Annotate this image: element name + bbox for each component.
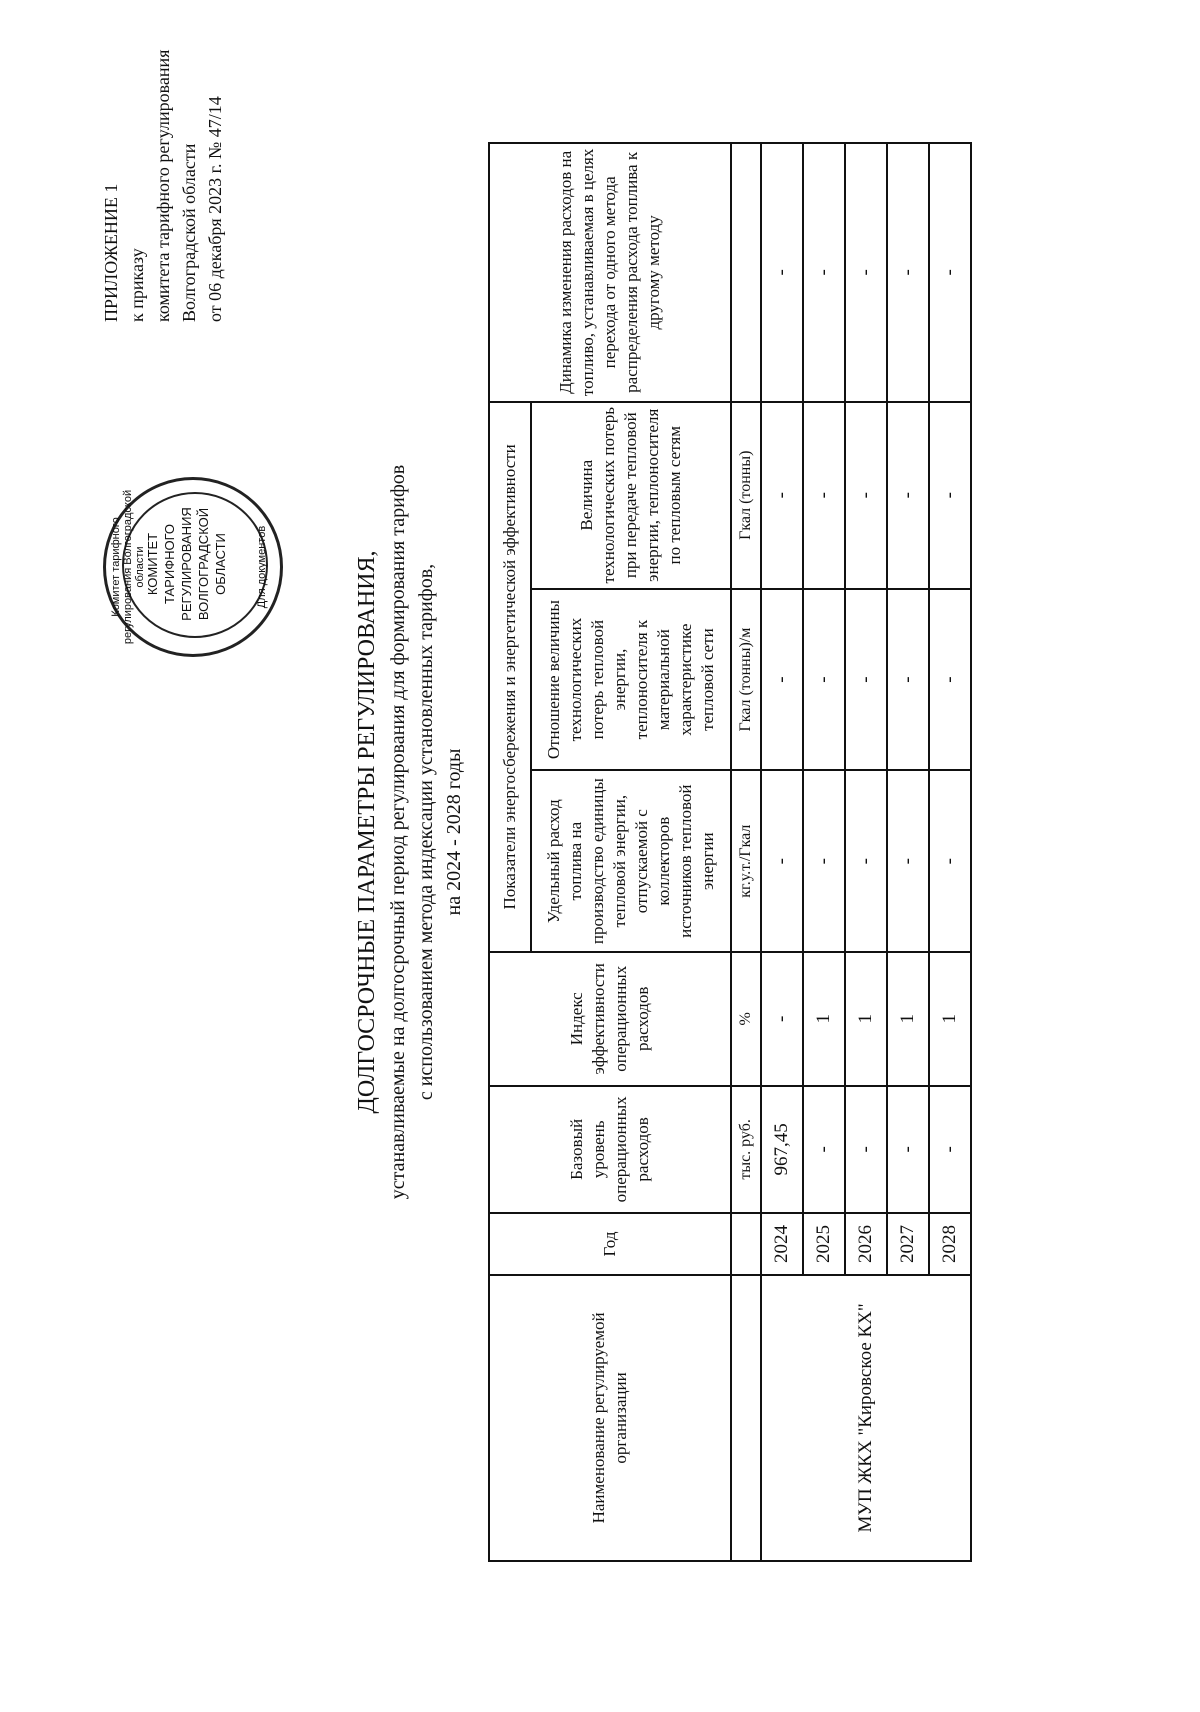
cell-losses: - <box>929 402 971 589</box>
cell-fuel: - <box>845 770 887 952</box>
table-header-row <box>489 143 531 1561</box>
appendix-order-date: от 06 декабря 2023 г. № 47/14 <box>205 96 225 322</box>
document-subtitle: с использованием метода индексации установленных тарифов, <box>415 563 437 1101</box>
cell-base: 967,45 <box>761 1086 803 1214</box>
document-subtitle: устанавливаемые на долгосрочный период регулирования для формирования тарифов <box>387 464 409 1200</box>
cell-ratio: - <box>929 589 971 771</box>
appendix-line: к приказу <box>127 248 147 322</box>
cell-index: 1 <box>803 952 845 1086</box>
units-losses: Гкал (тонны) <box>731 402 761 589</box>
header-year: Год <box>489 1213 731 1275</box>
units-ratio: Гкал (тонны)/м <box>731 589 761 771</box>
seal-line: КОМИТЕТ <box>145 532 160 596</box>
official-seal <box>103 477 283 657</box>
cell-index: 1 <box>887 952 929 1086</box>
header-fuel-rate: Удельный расход топлива на производство единицы тепловой энергии, отпускаемой с коллекторов источников тепловой энергии <box>531 770 731 952</box>
header-efficiency-index: Индекс эффективности операционных расходов <box>489 952 731 1086</box>
cell-dynamics: - <box>929 143 971 402</box>
units-index: % <box>731 952 761 1086</box>
cell-dynamics: - <box>761 143 803 402</box>
seal-note: Для документов <box>256 525 268 609</box>
cell-dynamics: - <box>845 143 887 402</box>
document-title-block <box>350 332 468 1332</box>
document-subtitle: на 2024 - 2028 годы <box>443 748 465 916</box>
cell-year: 2028 <box>929 1213 971 1275</box>
appendix-header <box>98 22 228 322</box>
organization-name: МУП ЖКХ "Кировское КХ" <box>761 1275 971 1561</box>
header-tech-losses: Величина технологических потерь при передаче тепловой энергии, теплоносителя по тепловым сетям <box>531 402 731 589</box>
appendix-line: Волгоградской области <box>179 143 199 322</box>
parameters-table <box>488 142 972 1562</box>
header-fuel-dynamics: Динамика изменения расходов на топливо, устанавливаемая в целях перехода от одного метода распределения расхода топлива к другому методу <box>489 143 731 402</box>
cell-base: - <box>929 1086 971 1214</box>
cell-ratio: - <box>887 589 929 771</box>
cell-losses: - <box>887 402 929 589</box>
cell-year: 2024 <box>761 1213 803 1275</box>
seal-line: ТАРИФНОГО <box>162 524 177 604</box>
cell-year: 2025 <box>803 1213 845 1275</box>
seal-line: РЕГУЛИРОВАНИЯ <box>179 507 194 621</box>
document-title: ДОЛГОСРОЧНЫЕ ПАРАМЕТРЫ РЕГУЛИРОВАНИЯ, <box>354 550 380 1114</box>
table-units-row <box>731 143 761 1561</box>
header-org: Наименование регулируемой организации <box>489 1275 731 1561</box>
units-base: тыс. руб. <box>731 1086 761 1214</box>
cell-base: - <box>845 1086 887 1214</box>
cell-losses: - <box>803 402 845 589</box>
appendix-title: ПРИЛОЖЕНИЕ 1 <box>101 183 121 322</box>
units-cell <box>731 1275 761 1561</box>
seal-line: ВОЛГОГРАДСКОЙ <box>196 507 211 621</box>
cell-index: - <box>761 952 803 1086</box>
seal-line: ОБЛАСТИ <box>213 533 228 595</box>
appendix-line: комитета тарифного регулирования <box>153 49 173 322</box>
header-base-level: Базовый уровень операционных расходов <box>489 1086 731 1214</box>
seal-text <box>144 502 229 626</box>
table-row <box>761 143 803 1561</box>
seal-ring-text: Комитет тарифного регулирования Волгоградской области <box>110 489 146 645</box>
cell-year: 2027 <box>887 1213 929 1275</box>
cell-fuel: - <box>929 770 971 952</box>
cell-base: - <box>887 1086 929 1214</box>
cell-dynamics: - <box>887 143 929 402</box>
cell-fuel: - <box>803 770 845 952</box>
units-fuel: кг.у.т./Гкал <box>731 770 761 952</box>
cell-losses: - <box>761 402 803 589</box>
cell-index: 1 <box>845 952 887 1086</box>
cell-base: - <box>803 1086 845 1214</box>
header-energy-group: Показатели энергосбережения и энергетической эффективности <box>489 402 531 952</box>
cell-fuel: - <box>761 770 803 952</box>
cell-dynamics: - <box>803 143 845 402</box>
cell-year: 2026 <box>845 1213 887 1275</box>
header-loss-ratio: Отношение величины технологических потерь тепловой энергии, теплоносителя к материальной характеристике тепловой сети <box>531 589 731 771</box>
units-cell <box>731 1213 761 1275</box>
cell-ratio: - <box>761 589 803 771</box>
cell-ratio: - <box>803 589 845 771</box>
cell-index: 1 <box>929 952 971 1086</box>
cell-losses: - <box>845 402 887 589</box>
cell-ratio: - <box>845 589 887 771</box>
cell-fuel: - <box>887 770 929 952</box>
units-cell <box>731 143 761 402</box>
